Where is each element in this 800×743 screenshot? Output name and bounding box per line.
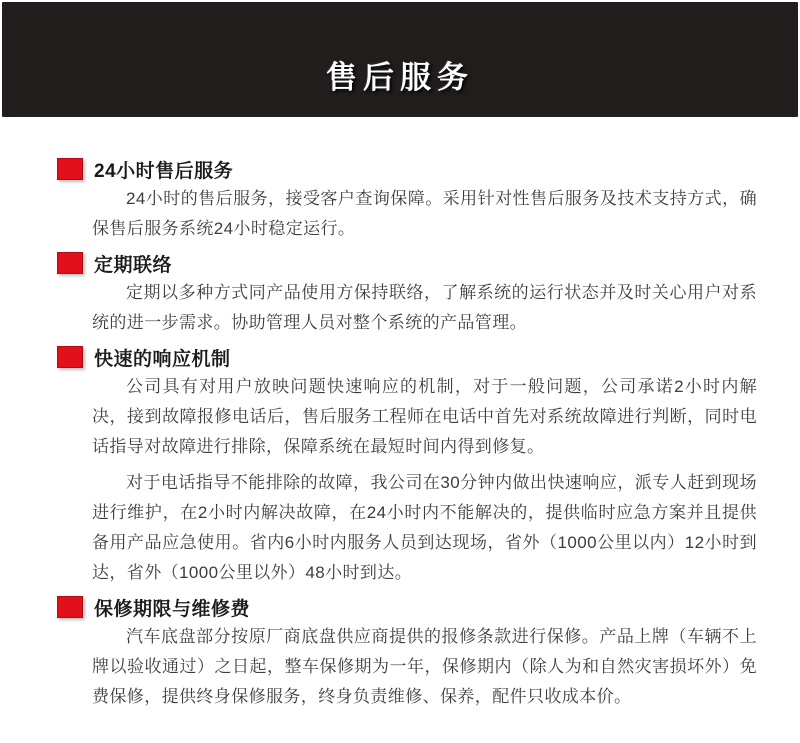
section-warranty [57,595,757,712]
section-heading-row [57,251,757,275]
section-body [57,372,757,588]
section-heading: 定期联络 [94,254,173,276]
red-square-bullet-icon [57,252,83,274]
section-heading-row [57,345,757,369]
section-24h-service [57,157,757,244]
section-body [57,622,757,712]
content-area [0,117,800,712]
section-heading: 快速的响应机制 [94,348,231,370]
red-square-bullet-icon [57,596,83,618]
section-paragraph: 汽车底盘部分按原厂商底盘供应商提供的报修条款进行保修。产品上牌（车辆不上牌以验收通过）之日起，整车保修期为一年，保修期内（除人为和自然灾害损坏外）免费保修，提供终身保修服务，终身负责维修、保养，配件只收成本价。 [92,627,757,706]
section-paragraph: 公司具有对用户放映问题快速响应的机制，对于一般问题，公司承诺2小时内解决，接到故障报修电话后，售后服务工程师在电话中首先对系统故障进行判断，同时电话指导对故障进行排除，保障系统在最短时间内得到修复。 [92,377,757,456]
section-body [57,278,757,338]
red-square-bullet-icon [57,346,83,368]
section-regular-contact [57,251,757,338]
page-header [2,2,798,117]
section-paragraph: 对于电话指导不能排除的故障，我公司在30分钟内做出快速响应，派专人赶到现场进行维护，在2小时内解决故障，在24小时内不能解决的，提供临时应急方案并且提供备用产品应急使用。省内6小时内服务人员到达现场，省外（1000公里以内）12小时到达，省外（1000公里以外）48小时到达。 [92,473,757,582]
section-body [57,184,757,244]
section-fast-response [57,345,757,588]
after-sales-service-page [0,2,800,743]
section-heading: 保修期限与维修费 [94,598,251,620]
section-paragraph: 定期以多种方式同产品使用方保持联络，了解系统的运行状态并及时关心用户对系统的进一步需求。协助管理人员对整个系统的产品管理。 [92,283,757,332]
page-title: 售后服务 [326,60,474,95]
section-heading-row [57,157,757,181]
red-square-bullet-icon [57,158,83,180]
section-paragraph: 24小时的售后服务，接受客户查询保障。采用针对性售后服务及技术支持方式，确保售后服务系统24小时稳定运行。 [92,189,757,238]
section-heading: 24小时售后服务 [94,160,234,182]
section-heading-row [57,595,757,619]
